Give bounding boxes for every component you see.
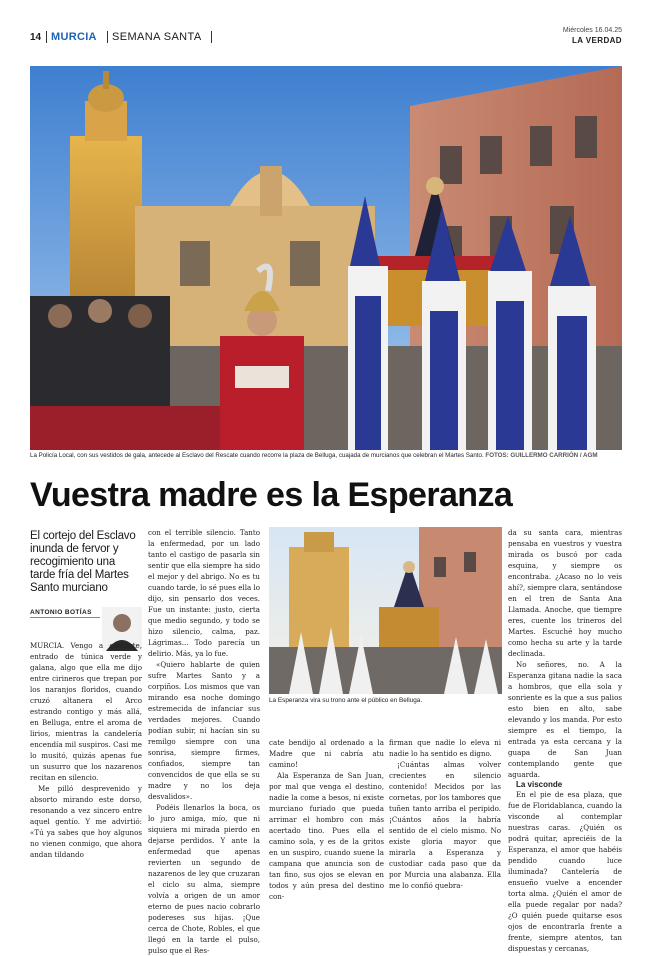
headline: Vuestra madre es la Esperanza — [30, 476, 513, 514]
subsection-title: SEMANA SANTA — [112, 31, 202, 43]
paragraph: firman que nadie lo eleva ni nadie lo ha sentido es digno. — [389, 738, 501, 758]
main-photo-caption — [30, 452, 630, 459]
article-column-4 — [389, 737, 501, 891]
divider — [107, 31, 108, 43]
paragraph: Me pilló desprevenido y absorto mirando este dorso, resonando a vez sincero entre aquel gentío. Y me advirtió: «Tú ya sabes que hoy algunos no vienen conmigo, que ahora andan tildando — [30, 784, 142, 859]
article-column-5 — [508, 527, 622, 954]
paragraph: da su santa cara, mientras pensaba en vuestros y vuestra mirada os buscó por cada esquina, y siempre os encontraba. ¿Acaso no lo veis ahí?, siempre clara, sentándose en el tren de Santa Ana Llamada. Anoche, que tiempre eres, cuente los trineros del Martes. Escuché hoy mucho como hecha su arte y la tarde declinada. — [508, 528, 622, 658]
divider — [211, 31, 212, 43]
article-deck: El cortejo del Esclavo inunda de fervor y recogimiento una tarde fría del Martes Santo murciano — [30, 530, 136, 594]
paragraph: con el terrible silencio. Tanto la enfermedad, por un lado tanto el castigo de pasarla sin sentir que ella siempre ha sido el mejor y del abrigo. No es tu cuando tarde, lo sé pues ella lo dijo, sin pensarlo dos veces. Fue un instante: justo, cierta que medio segundo, y todo se hizo silencio, calma, paz. Lágrimas... Todo parecía un delirio. Más, ya lo fue. — [148, 528, 260, 658]
main-photo — [30, 66, 622, 450]
article-subheading: La visconde — [516, 780, 563, 789]
paragraph: MURCIA. Vengo a contarte, entrado de túnica verde y galana, algo que ella me dijo entre cirineros que trepan por los naranjos floridos, cuando cruzó altanera el Arco estrando contigo y más allá, en Belluga, entre el aroma de lirios, mientras la candelería encendía mil suspiros. Casi me lo musitó, quizás apenas fue un susurro que los nazarenos recitan en silencio. — [30, 641, 142, 782]
page-number: 14 — [30, 32, 42, 43]
section-title: MURCIA — [51, 31, 97, 43]
secondary-photo — [269, 527, 502, 694]
byline-rule — [30, 617, 100, 618]
paragraph: Podéis llenarlos la boca, os lo juro amiga, mío, que ni siquiera mi mirada pierdo en dejarse perdidos. Y ante la enfermedad que apenas revierten un segundo de nazarenos de ley que cruzaran el ciclo su alma, siempre volvía a origen de un amor eterno de pues nacio cobrarlo podereses sus hijas. ¡Que cerca de Chote, Robles, el que llegó en la tarde el pulso, pulso que el Res- — [148, 803, 260, 955]
caption-text: La Policía Local, con sus vestidos de gala, antecede al Esclavo del Rescate cuando recorre la plaza de Belluga, cuajada de murcianos que celebran el Martes Santo. — [30, 452, 484, 459]
procession-photo — [30, 66, 622, 450]
esperanza-photo — [269, 527, 502, 694]
divider — [46, 31, 47, 43]
article-column-1 — [30, 640, 142, 860]
article-column-2 — [148, 527, 260, 956]
secondary-photo-caption: La Esperanza vira su trono ante el público en Belluga. — [269, 697, 423, 704]
paragraph: «Quiero hablarte de quien sufre Martes Santo y a corpiños. Los mismos que van mirando esa noche domingo estremecida de infanciar sus verdades mejores. Cuando podían subir, ni hacían sin su remilgo siempre con una sonrisa, siempre firmes, confiados, siempre tan convencidos de que ella se su madre y no los deja desvalidos». — [148, 660, 260, 801]
article-column-3 — [269, 737, 384, 902]
paragraph: cate bendijo al ordenado a la Madre que ni cabría atu camino! — [269, 738, 384, 769]
paragraph: Ala Esperanza de San Juan, por mal que venga el destino, nadie la come a besos, ni existe murciano furiado que pueda arrimar el hombro con más acertado tino. Pues ella el camino sola, y es de la gritos en un suspiro, cuando suene la campana que anuncia son de tan fino, sus ojos se elevan en todos y aún presa del destino con- — [269, 771, 384, 901]
paragraph: ¡Cuántas almas volver crecientes en silencio contenido! Mecidos por las cornetas, por los tambores que tuñen tanto arriba el peripido. ¡Cuántos años la habría sentido de el cielo mismo. No existe gloria mayor que mirarla a Esperanza y custodiar cada paso que da por Murcia una alabanza. Ella me lo confió quebra- — [389, 760, 501, 890]
newspaper-brand: LA VERDAD — [572, 36, 622, 45]
issue-date: Miércoles 16.04.25 — [562, 27, 622, 34]
paragraph: No señores, no. A la Esperanza gitana nadie la saca a hombros, que ella sola y sonriente es la que a sus palios esto bien en alto, sabe elevando y los manda. Por esto siempre es el tiempo, la entrada ya esta cercana y la guapa de San Juan contemplando gente que aguarda. — [508, 660, 622, 779]
author-byline: ANTONIO BOTÍAS — [30, 609, 92, 616]
paragraph: En el pie de esa plaza, que fue de Floridablanca, cuando la visconde al contemplar nuestras caras. ¿Quién os podrá quitar, apreciéis de la Esperanza, el amor que habéis pendido cuando luce iluminada? Cantelería de ensueño vuelve a encender torta alma. ¿Quién el amor de ella puede regalar por nada? ¿O quién puede quitarse esos ojos de encontrarla frente a frente, siempre atentos, tan dispuestas y cercanas, — [508, 790, 622, 953]
page-header — [30, 29, 622, 49]
photo-credit: FOTOS: GUILLERMO CARRIÓN / AGM — [485, 452, 598, 459]
